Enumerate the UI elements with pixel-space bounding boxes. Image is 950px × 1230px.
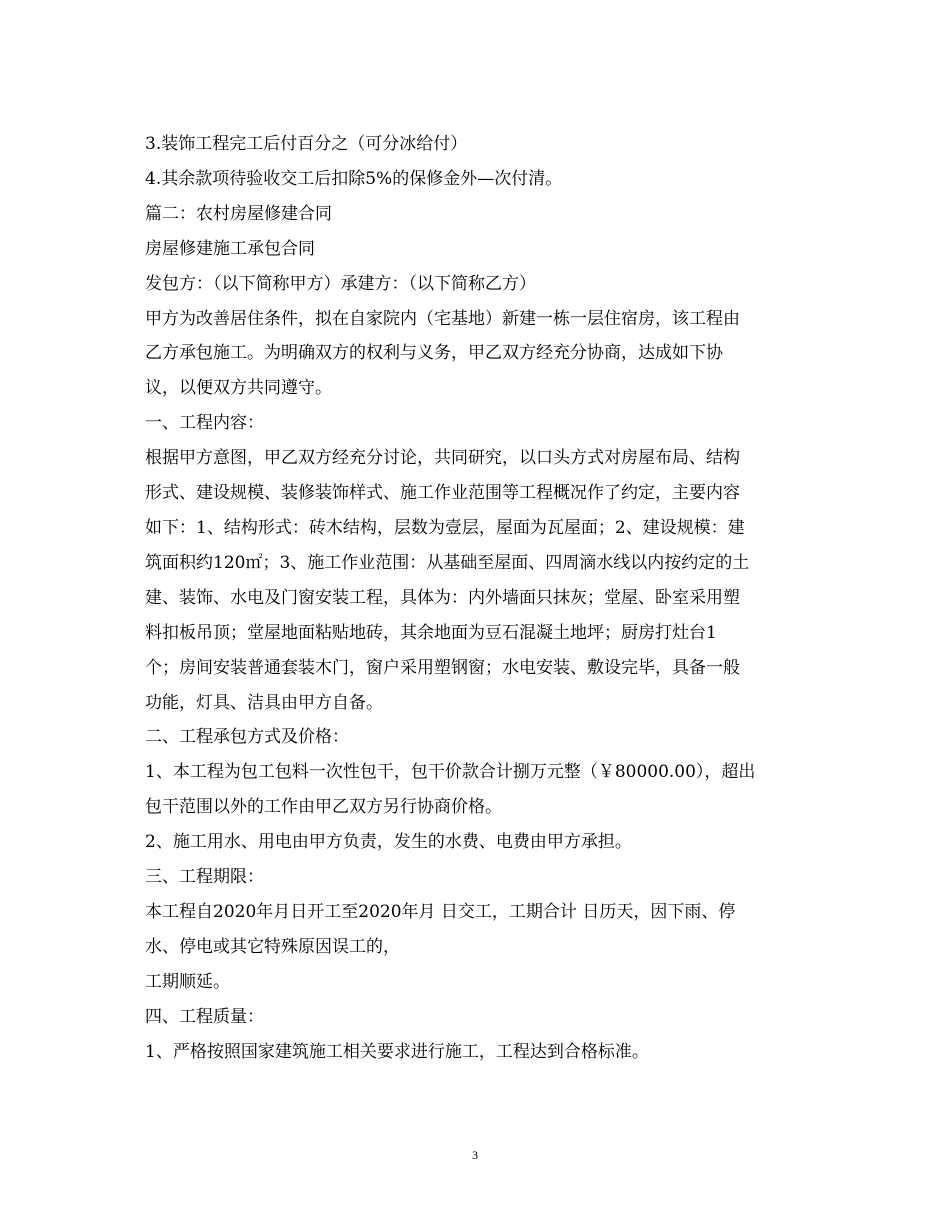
- text-line: 建、装饰、水电及门窗安装工程，具体为：内外墙面只抹灰；堂屋、卧室采用塑: [145, 587, 740, 608]
- section-heading: 篇二：农村房屋修建合同: [145, 203, 332, 224]
- text-line: 甲方为改善居住条件，拟在自家院内（宅基地）新建一栋一层住宿房，该工程由: [145, 308, 740, 329]
- text-line: 1、本工程为包工包料一次性包干，包干价款合计捌万元整（￥80000.00），超出: [145, 762, 756, 783]
- contract-title: 房屋修建施工承包合同: [145, 238, 315, 259]
- text-line: 如下：1、结构形式：砖木结构，层数为壹层，屋面为瓦屋面；2、建设规模：建: [145, 517, 745, 538]
- text-line: 议，以便双方共同遵守。: [145, 378, 332, 399]
- clause-heading: 二、工程承包方式及价格：: [145, 727, 349, 748]
- text-line: 本工程自2020年月日开工至2020年月 日交工，工期合计 日历天，因下雨、停: [145, 901, 736, 922]
- page-number: 3: [472, 1148, 478, 1162]
- text-line: 个；房间安装普通套装木门，窗户采用塑钢窗；水电安装、敷设完毕，具备一般: [145, 657, 740, 678]
- text-line: 根据甲方意图，甲乙双方经充分讨论，共同研究，以口头方式对房屋布局、结构: [145, 448, 740, 469]
- text-line: 料扣板吊顶；堂屋地面粘贴地砖，其余地面为豆石混凝土地坪；厨房打灶台1: [145, 622, 717, 643]
- text-line: 3.装饰工程完工后付百分之（可分冰给付）: [145, 134, 468, 154]
- text-line: 功能，灯具、洁具由甲方自备。: [145, 692, 383, 713]
- clause-heading: 一、工程内容：: [145, 413, 264, 434]
- text-line: 水、停电或其它特殊原因误工的，: [145, 936, 400, 957]
- text-line: 乙方承包施工。为明确双方的权利与义务，甲乙双方经充分协商，达成如下协: [145, 343, 723, 364]
- text-line: 2、施工用水、用电由甲方负责，发生的水费、电费由甲方承担。: [145, 832, 632, 853]
- parties-line: 发包方：（以下简称甲方）承建方：（以下简称乙方）: [145, 273, 536, 294]
- text-line: 包干范围以外的工作由甲乙双方另行协商价格。: [145, 797, 502, 818]
- text-line: 1、严格按照国家建筑施工相关要求进行施工，工程达到合格标准。: [145, 1041, 649, 1062]
- document-body: [145, 127, 825, 1069]
- text-line: 4.其余款项待验收交工后扣除5%的保修金外—次付清。: [145, 168, 563, 189]
- clause-heading: 三、工程期限：: [145, 867, 264, 888]
- text-line: 筑面积约120㎡；3、施工作业范围：从基础至屋面、四周滴水线以内按约定的土: [145, 552, 750, 573]
- text-line: 工期顺延。: [145, 971, 230, 992]
- text-line: 形式、建设规模、装修装饰样式、施工作业范围等工程概况作了约定，主要内容: [145, 483, 740, 504]
- clause-heading: 四、工程质量：: [145, 1006, 264, 1027]
